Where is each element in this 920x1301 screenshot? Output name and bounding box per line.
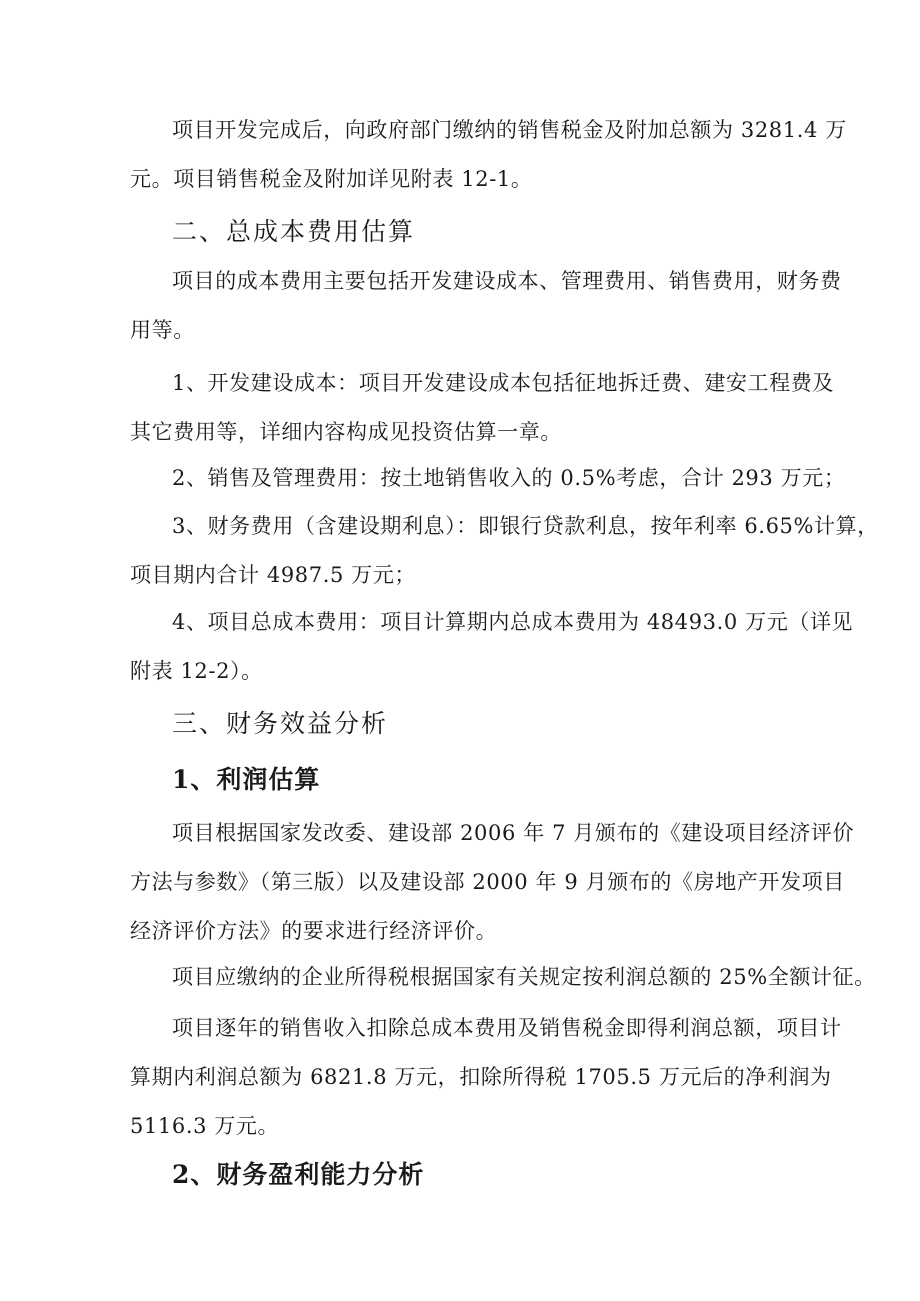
paragraph-line: 项目应缴纳的企业所得税根据国家有关规定按利润总额的 25%全额计征。 [172, 965, 876, 989]
paragraph-development-cost [130, 359, 834, 457]
paragraph-cost-intro [130, 257, 842, 355]
paragraph-line: 项目期内合计 4987.5 万元； [130, 563, 417, 587]
subsection-heading-profitability: 2、财务盈利能力分析 [172, 1160, 425, 1189]
paragraph-line: 其它费用等，详细内容构成见投资估算一章。 [130, 420, 562, 444]
paragraph-line: 项目逐年的销售收入扣除总成本费用及销售税金即得利润总额，项目计 [172, 1016, 842, 1040]
paragraph-line: 3、财务费用（含建设期利息）：即银行贷款利息，按年利率 6.65%计算， [172, 514, 879, 538]
paragraph-line: 5116.3 万元。 [130, 1114, 280, 1138]
paragraph-line: 元。项目销售税金及附加详见附表 12-1。 [130, 167, 533, 191]
paragraph-financial-cost [130, 502, 879, 600]
paragraph-line: 附表 12-2）。 [130, 659, 263, 683]
paragraph-line: 2、销售及管理费用：按土地销售收入的 0.5%考虑，合计 293 万元； [172, 466, 846, 490]
paragraph-line: 1、开发建设成本：项目开发建设成本包括征地拆迁费、建安工程费及 [172, 371, 834, 395]
section-heading-total-cost: 二、总成本费用估算 [172, 217, 416, 246]
paragraph-line: 项目根据国家发改委、建设部 2006 年 7 月颁布的《建设项目经济评价 [172, 821, 855, 845]
paragraph-line: 用等。 [130, 318, 195, 342]
paragraph-income-tax [130, 953, 876, 1002]
subsection-heading-profit-estimate: 1、利润估算 [172, 765, 321, 794]
paragraph-sales-management-cost [130, 454, 846, 503]
paragraph-total-cost [130, 598, 854, 696]
paragraph-sales-tax [130, 106, 847, 204]
paragraph-evaluation-basis [130, 809, 855, 956]
section-heading-financial-benefit: 三、财务效益分析 [172, 709, 389, 738]
paragraph-line: 4、项目总成本费用：项目计算期内总成本费用为 48493.0 万元（详见 [172, 610, 854, 634]
paragraph-line: 项目的成本费用主要包括开发建设成本、管理费用、销售费用，财务费 [172, 269, 842, 293]
paragraph-line: 项目开发完成后，向政府部门缴纳的销售税金及附加总额为 3281.4 万 [172, 118, 847, 142]
paragraph-line: 经济评价方法》的要求进行经济评价。 [130, 919, 498, 943]
paragraph-line: 方法与参数》（第三版）以及建设部 2000 年 9 月颁布的《房地产开发项目 [130, 870, 845, 894]
paragraph-line: 算期内利润总额为 6821.8 万元，扣除所得税 1705.5 万元后的净利润为 [130, 1065, 832, 1089]
paragraph-profit-total [130, 1004, 842, 1151]
